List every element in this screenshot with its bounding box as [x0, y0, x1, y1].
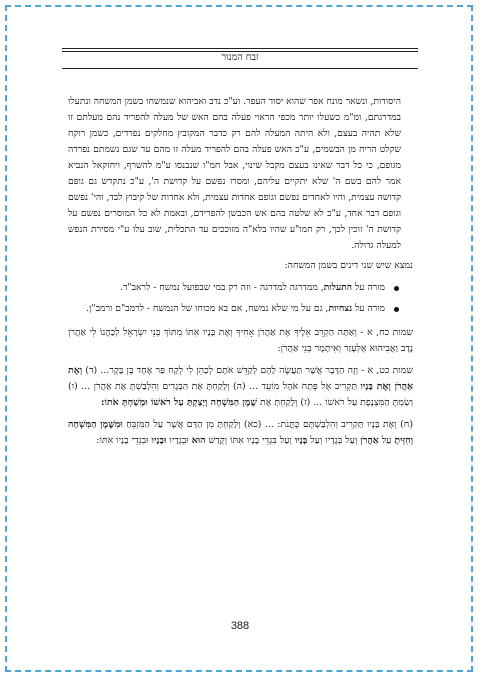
verse-text: (ח) וְאֶת בָּנָיו תַּקְרִיב וְהִלְבַּשְׁתָּם כֻּתֳּנֹת: ... (כא) וְלָקַחְתָּ מִן הַדָּם אֲשֶׁר עַל הַמִּזְבֵּחַ — [122, 419, 413, 430]
verse-text: תַּקְרִיב אֶל פֶּתַח אֹהֶל מוֹעֵד ... (ה) וְלָקַחְתָּ אֶת הַבְּגָדִים וְהִלְבַּשְׁתָּ אֶת אַהֲרֹן ... (ו) וְשַׂמְתָּ הַמִּצְנֶפֶת עַל רֹאשׁוֹ ... (ז) וְלָקַחְתָּ אֶת — [68, 381, 413, 408]
verse-bold: שֶׁמֶן הַמִּשְׁחָה וְיָצַקְתָּ עַל רֹאשׁוֹ וּמָשַׁחְתָּ אֹתוֹ: — [101, 397, 258, 408]
verse-quotes — [68, 325, 413, 449]
intro-paragraph: היסודות, ונשאר מונח אפר שהוא יסוד העפר. וע"כ נדב ואביהוא שנמשחו בשמן המשחה ונתעלו במדרגתם, ומ"מ כשעלו יותר מכפי הראוי פעלה בהם האש של מעלה להפריד נהם מעלתם זו שלא תהיה בעצם, ולא היתה המעלה להם רק כדבר המקובץ מחלקים נפרדים, כשמן רוקח שקלט הריח מן הבשמים, ע"כ האש פעלה בהם להפריד מעלה זו מהם עד שגם נשמתם נפרדה מגופם, כי כל דבר שאינו בעצם מקבל שינוי, אבל חמ"ו שנבנסו ע"מ להשרף, ויחזקאל הנביא אמר להם בשם ה' שלא יתקיים עליהם, ומסרו נפשם על קדושת ה', ע"כ נתקדש גם גופם קדושה עצמית, והיו לאחדים נפשם וגופם אחדות עצמית, ולא אחדות של קיבוץ לבד, והי' נפשם וגופם דבר אחד, ע"כ לא שלטה בהם אש הכבשן להפרידם, ובאמת לא כל המוסרים נפשם על קדושת ה' זוכין לכך, רק חמו"ע שהיו בלא"ה מזוככים עד התכלית, שוב עלו ע"י מסירת הנפש למעלה גדולה. — [68, 96, 401, 251]
header-rule-bottom — [62, 68, 418, 69]
verse-bold: בָּנָיו — [294, 435, 308, 446]
rulings-list — [68, 280, 413, 317]
verse-text: עַל — [378, 435, 395, 446]
bullet-icon — [394, 307, 399, 312]
header-title-wrap — [62, 52, 418, 63]
list-item — [68, 280, 399, 296]
verse-shemot-29 — [68, 363, 413, 411]
bullet-icon — [394, 286, 399, 291]
page-content — [68, 94, 413, 455]
verse-bold: וּבָנָיו — [151, 435, 167, 446]
list-item-prefix: מורה על — [352, 303, 385, 314]
running-header — [62, 48, 418, 70]
list-item-bold: נצחיות — [328, 303, 353, 314]
verse-bold: הוּא — [191, 435, 206, 446]
verse-text: וּבִגְדֵי בָנָיו אִתּוֹ: — [96, 435, 152, 446]
list-heading: נמצא שיש שני דינים בשמן המשחה: — [284, 260, 413, 271]
verse-bold: אַהֲרֹן — [360, 435, 379, 446]
list-item-rest: , ממדרגה למדרגה - וזה רק במי שבפועל נמשח - לראב"ד. — [120, 282, 324, 293]
header-rule-top — [62, 48, 418, 49]
header-title: זבח המנור — [215, 52, 264, 63]
verse-text: וְעַל בְּגָדָיו וְעַל — [307, 435, 361, 446]
verse-shemot-28: שמות כח, א - וְאַתָּה הַקְרֵב אֵלֶיךָ אֶת אַהֲרֹן אָחִיךָ וְאֶת בָּנָיו אִתּוֹ מִתּוֹךְ בְּנֵי יִשְׂרָאֵל לְכַהֲנוֹ לִי אַהֲרֹן נָדָב וַאֲבִיהוּא אֶלְעָזָר וְאִיתָמָר בְּנֵי אַהֲרֹן: — [68, 327, 413, 354]
verse-text: וּבְגָדָיו — [166, 435, 192, 446]
list-item-prefix: מורה על — [352, 282, 385, 293]
page-number: 388 — [230, 620, 250, 632]
verse-shemot-29-cont — [68, 417, 413, 449]
verse-text: שמות כט, א - וְזֶה הַדָּבָר אֲשֶׁר תַּעֲשֶׂה לָהֶם לְקַדֵּשׁ אֹתָם לְכַהֵן לִי לְקַח פַּר אֶחָד בֶּן בָּקָר... (ד) — [82, 365, 413, 376]
verse-text: וְעַל בִּגְדֵי בָנָיו אִתּוֹ וְקָדַשׁ — [205, 435, 295, 446]
verse-bold: וּמִשֶּׁמֶן הַמִּשְׁחָה וְהִזֵּיתָ — [68, 419, 413, 446]
list-item-rest: , גם על מי שלא נמשח, אם בא מכוחו של הנמשח - לרמב"ם ורמב"ן. — [86, 303, 329, 314]
list-item-bold: התעלות — [323, 282, 353, 293]
verse-bold: וְאֶת אַהֲרֹן וְאֶת בָּנָיו — [68, 365, 413, 392]
list-item — [68, 301, 399, 317]
